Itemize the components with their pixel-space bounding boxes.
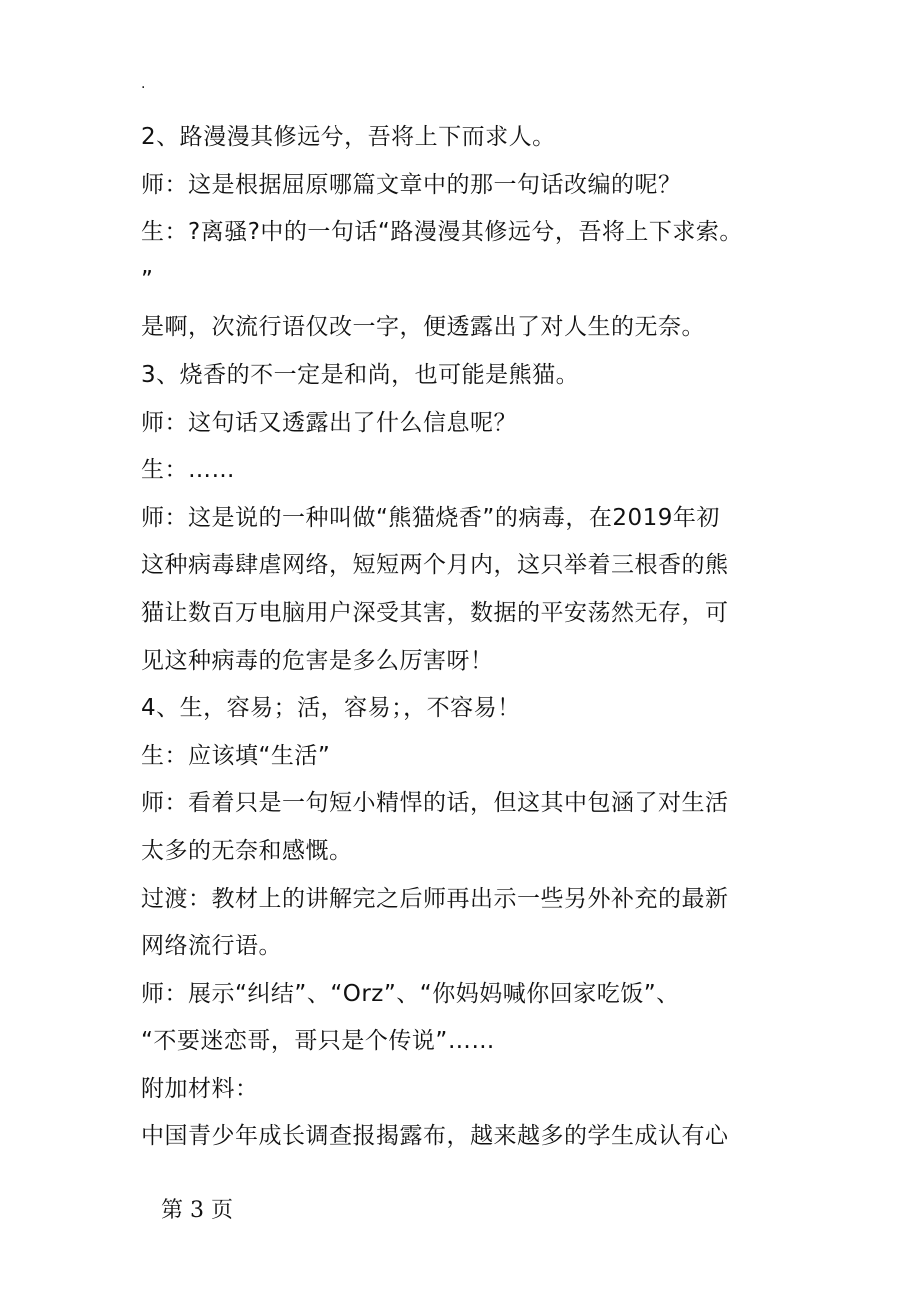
text-line: 生：?离骚?中的一句话“路漫漫其修远兮，吾将上下求索。 (141, 219, 743, 246)
text-line: 附加材料： (141, 1075, 259, 1102)
text-line: 见这种病毒的危害是多么厉害呀！ (141, 647, 494, 674)
text-line: 网络流行语。 (141, 933, 282, 960)
text-line: ” (141, 266, 154, 293)
text-line: 师：展示“纠结”、“Orz”、“你妈妈喊你回家吃饭”、 (141, 980, 680, 1007)
text-line: 过渡：教材上的讲解完之后师再出示一些另外补充的最新 (141, 885, 729, 912)
text-line: 中国青少年成长调查报揭露布，越来越多的学生成认有心 (141, 1123, 729, 1150)
text-line: 3、烧香的不一定是和尚，也可能是熊猫。 (141, 361, 580, 388)
document-body (141, 114, 781, 1161)
text-line: 4、生，容易；活，容易；，不容易！ (141, 695, 521, 722)
text-line: 猫让数百万电脑用户深受其害，数据的平安荡然无存，可 (141, 599, 729, 626)
text-line: “不要迷恋哥，哥只是个传说”…… (141, 1028, 495, 1055)
text-line: 师：这是说的一种叫做“熊猫烧香”的病毒，在2019年初 (141, 504, 720, 531)
text-line: 师：看着只是一句短小精悍的话，但这其中包涵了对生活 (141, 790, 729, 817)
text-line: 太多的无奈和感慨。 (141, 837, 353, 864)
text-line: 生：…… (141, 457, 235, 484)
text-line: 师：这句话又透露出了什么信息呢？ (141, 409, 517, 436)
text-line: 2、路漫漫其修远兮，吾将上下而求人。 (141, 124, 556, 150)
text-line: 是啊，次流行语仅改一字，便透露出了对人生的无奈。 (141, 314, 705, 341)
page-number: 第 3 页 (161, 1198, 233, 1223)
header-mark: . (141, 76, 146, 92)
text-line: 这种病毒肆虐网络，短短两个月内，这只举着三根香的熊 (141, 552, 729, 579)
text-line: 生：应该填“生活” (141, 742, 331, 769)
text-line: 师：这是根据屈原哪篇文章中的那一句话改编的呢？ (141, 171, 682, 198)
